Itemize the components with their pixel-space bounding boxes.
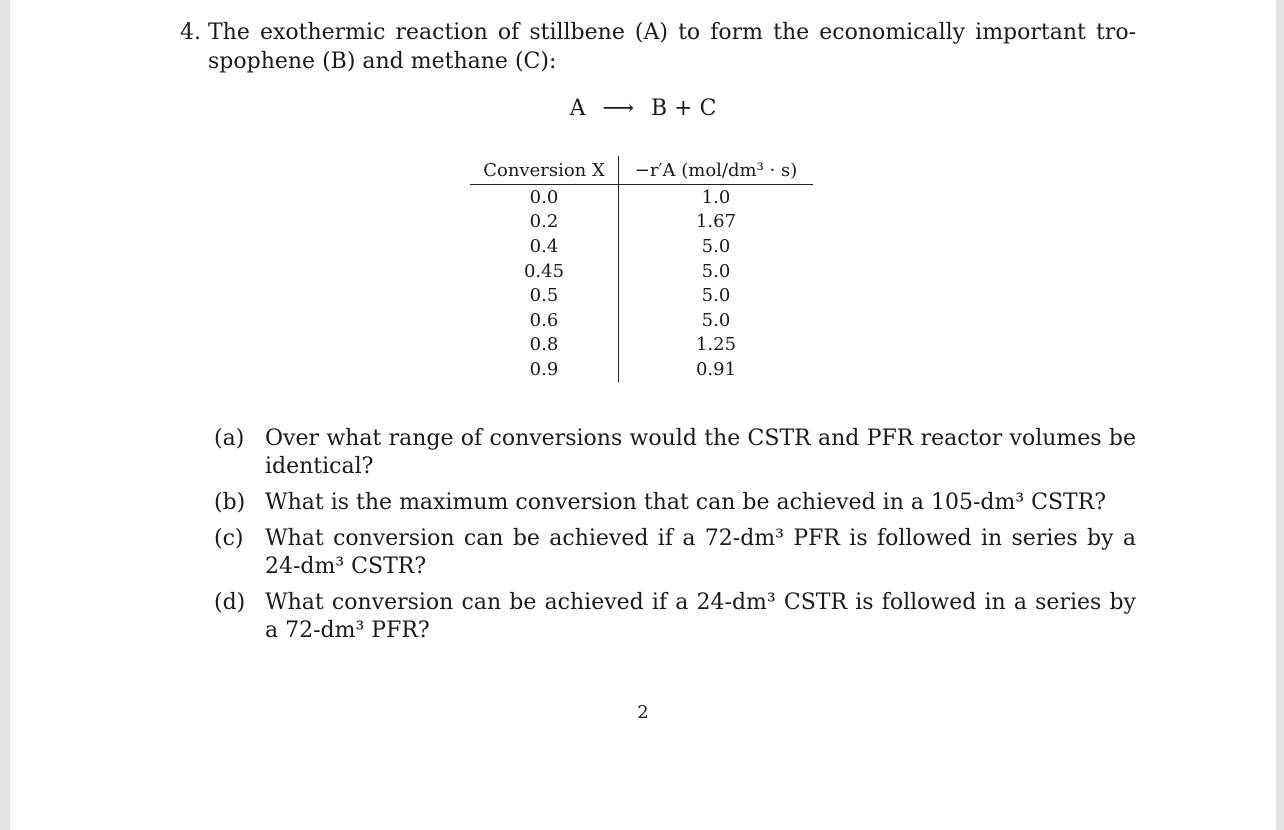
question-part-d	[214, 589, 1136, 645]
table-row	[470, 308, 813, 333]
conversion-cell: 0.0	[470, 185, 619, 210]
question-part-c	[214, 525, 1136, 581]
rate-cell: 5.0	[701, 235, 731, 257]
rate-cell: 5.0	[701, 260, 731, 282]
question-part-b	[214, 489, 1136, 517]
conversion-cell: 0.6	[470, 308, 619, 333]
part-text: What is the maximum conversion that can be achieved in a 105-dm³ CSTR?	[265, 490, 1107, 515]
part-text: What conversion can be achieved if a 24-dm³ CSTR is followed in a series by a 72-dm³ PFR?	[265, 590, 1136, 643]
table-row	[470, 333, 813, 358]
table-header-row	[470, 156, 813, 185]
problem-text: The exothermic reaction of stillbene (A) to form the economically important tro-spophene (B) and methane (C):	[208, 20, 1136, 74]
table-row	[470, 210, 813, 235]
rate-cell: 1.67	[695, 211, 737, 233]
rate-cell: 5.0	[701, 285, 731, 307]
header-conversion: Conversion X	[470, 156, 619, 185]
conversion-cell: 0.2	[470, 210, 619, 235]
part-label: (b)	[214, 490, 246, 515]
reaction-arrow: ⟶	[602, 96, 634, 121]
equation-rhs: B + C	[651, 96, 717, 121]
part-text: What conversion can be achieved if a 72-dm³ PFR is followed in series by a 24-dm³ CSTR?	[265, 526, 1136, 579]
rate-cell: 1.25	[695, 334, 737, 356]
problem-statement	[180, 18, 1136, 76]
rate-cell: 1.0	[701, 186, 731, 208]
part-label: (d)	[214, 590, 246, 615]
conversion-cell: 0.8	[470, 333, 619, 358]
reaction-equation	[10, 96, 1276, 121]
rate-cell: 5.0	[701, 309, 731, 331]
header-rate: −r′A (mol/dm³ · s)	[619, 156, 814, 185]
page-number: 2	[637, 702, 649, 723]
table-row	[470, 185, 813, 210]
conversion-cell: 0.45	[470, 259, 619, 284]
question-part-a	[214, 425, 1136, 481]
rate-data-table	[470, 156, 813, 382]
table-row	[470, 283, 813, 308]
conversion-cell: 0.4	[470, 234, 619, 259]
table-row	[470, 259, 813, 284]
part-label: (a)	[214, 426, 245, 451]
table-row	[470, 357, 813, 382]
conversion-cell: 0.5	[470, 283, 619, 308]
part-label: (c)	[214, 526, 244, 551]
conversion-cell: 0.9	[470, 357, 619, 382]
problem-number: 4.	[180, 20, 201, 45]
document-page	[10, 0, 1276, 830]
table-row	[470, 234, 813, 259]
part-text: Over what range of conversions would the CSTR and PFR reactor volumes be identical?	[265, 426, 1136, 479]
equation-lhs: A	[569, 96, 586, 121]
rate-cell: 0.91	[695, 358, 737, 380]
question-parts	[214, 425, 1136, 653]
